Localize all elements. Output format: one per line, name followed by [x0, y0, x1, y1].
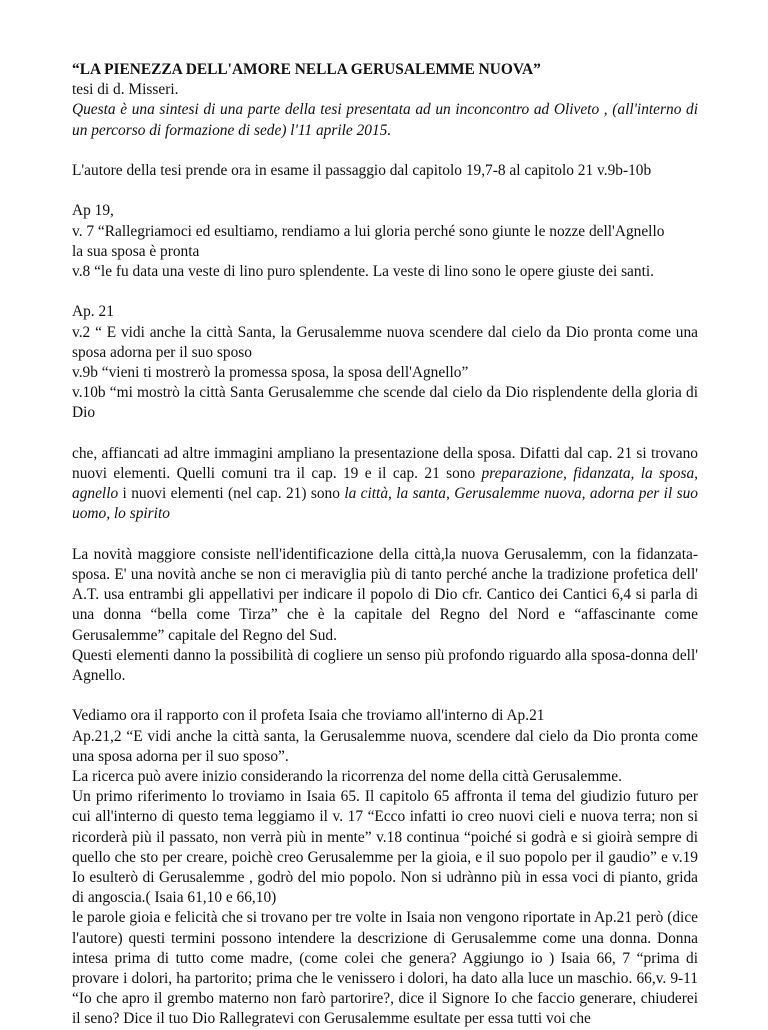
paragraph-isaia-65: Un primo riferimento lo troviamo in Isaia 65. Il capitolo 65 affronta il tema del giudizio futuro per cui all'interno di questo tema leggiamo il v. 17 “Ecco infatti io creo nuovi cieli e nuova terra; non si ricorderà più il passato, non verrà più in mente” v.18 continua “poiché si godrà e si gioirà sempre di quello che sto per creare, poichè creo Gerusalemme per la gioia, e il suo popolo per il gaudio” e v.19 Io esulterò di Gerusalemme , godrò del mio popolo. Non si udrànno più in essa voci di pianto, grida di angoscia.( Isaia 61,10 e 66,10): [72, 788, 698, 907]
section-ap21-quote: Ap.21,2 “E vidi anche la città santa, la Gerusalemme nuova, scendere dal cielo da Dio pronta come una sposa adorna per il suo sposo”.: [72, 727, 698, 765]
section-isaia-intro: Vediamo ora il rapporto con il profeta Isaia che troviamo all'interno di Ap.21: [72, 707, 545, 725]
paragraph-novelty: La novità maggiore consiste nell'identificazione della città,la nuova Gerusalemm, con la fidanzata-sposa. E' una novità anche se non ci meraviglia più di tanto perché anche la tradizione profetica dell' A.T. usa entrambi gli appellativi per indicare il popolo di Dio cfr. Cantico dei Cantici 6,4 si parla di una donna “bella come Tirza” che è la capitale del Regno del Nord e “affascinante come Gerusalemme” capitale del Regno del Sud.: [72, 545, 698, 644]
paragraph-new-elements: [72, 444, 698, 525]
document-title: “LA PIENEZZA DELL'AMORE NELLA GERUSALEMME NUOVA”: [72, 61, 541, 78]
author-line: tesi di d. Misseri.: [72, 81, 179, 99]
document-page: [72, 60, 698, 1030]
paragraph-deeper-sense: Questi elementi danno la possibilità di cogliere un senso più profondo riguardo alla sposa-donna dell' Agnello.: [72, 646, 698, 685]
section-research-start: La ricerca può avere inizio considerando la ricorrenza del nome della città Gerusalemme.: [72, 768, 622, 786]
lead-paragraph: L'autore della tesi prende ora in esame il passaggio dal capitolo 19,7-8 al capitolo 21 v.9b-10b: [72, 162, 652, 179]
intro-note: Questa è una sintesi di una parte della tesi presentata ad un inconcontro ad Oliveto , (all'interno di un percorso di formazione di sede) l'11 aprile 2015.: [72, 101, 698, 139]
ap19-heading: Ap 19,: [72, 202, 114, 220]
para1-new-elements: la città, la santa, Gerusalemme nuova, adorna per il suo uomo, lo spirito: [72, 485, 698, 523]
para1-text-2: i nuovi elementi (nel cap. 21) sono: [118, 485, 345, 503]
ap21-verse-10b: v.10b “mi mostrò la città Santa Gerusalemme che scende dal cielo da Dio risplendente della gloria di Dio: [72, 384, 698, 422]
ap19-verse-7a: v. 7 “Rallegriamoci ed esultiamo, rendiamo a lui gloria perché sono giunte le nozze dell'Agnello: [72, 222, 665, 240]
paragraph-isaia-66: le parole gioia e felicità che si trovano per tre volte in Isaia non vengono riportate in Ap.21 però (dice l'autore) questi termini possono intendere la descrizione di Gerusalemme come una donna. Donna intesa prima di tutto come madre, (come colei che genera? Aggiungo io ) Isaia 66, 7 “prima di provare i dolori, ha partorito; prima che le venissero i dolori, ha dato alla luce un maschio. 66,v. 9-11 “Io che apro il grembo materno non farò partorire?, dice il Signore Io che faccio generare, chiuderei il seno? Dice il tuo Dio Rallegratevi con Gerusalemme esultate per essa tutti voi che: [72, 909, 698, 1028]
ap19-verse-8: v.8 “le fu data una veste di lino puro splendente. La veste di lino sono le opere giuste dei santi.: [72, 263, 654, 280]
para1-common-elements: preparazione, fidanzata, la sposa, agnello: [72, 465, 698, 503]
ap21-verse-9b: v.9b “vieni ti mostrerò la promessa sposa, la sposa dell'Agnello”: [72, 364, 469, 381]
ap21-verse-2: v.2 “ E vidi anche la città Santa, la Gerusalemme nuova scendere dal cielo da Dio pronta come una sposa adorna per il suo sposo: [72, 323, 698, 361]
ap21-heading: Ap. 21: [72, 303, 114, 321]
para1-text-1: che, affiancati ad altre immagini ampliano la presentazione della sposa. Difatti dal cap. 21 si trovano nuovi elementi. Quelli comuni tra il cap. 19 e il cap. 21 sono: [72, 444, 698, 482]
ap19-verse-7b: la sua sposa è pronta: [72, 242, 200, 260]
